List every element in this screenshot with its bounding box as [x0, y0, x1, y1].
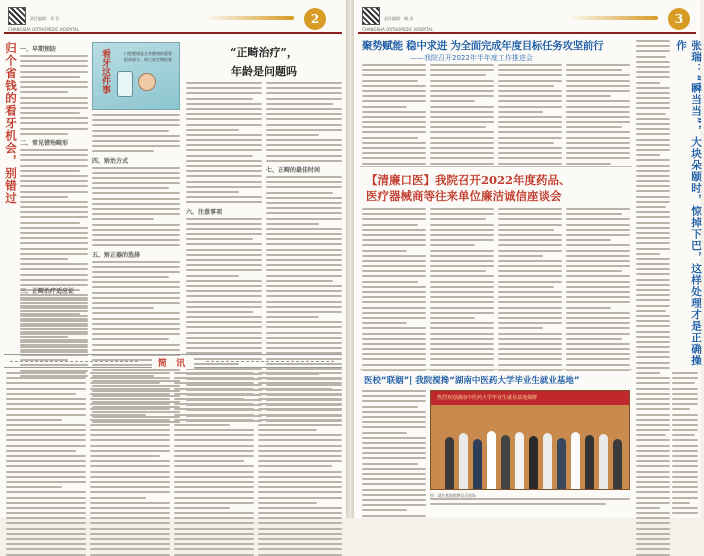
right-editor: 责任编辑：谢 涛: [384, 16, 414, 21]
left-page: [0, 0, 347, 518]
article2-col3: [498, 208, 562, 366]
poster-bottle-illustration: [117, 71, 133, 97]
left-editor: 责任编辑：刘 芳: [30, 16, 60, 21]
right-header: [358, 4, 696, 34]
headline-integrity-line2: 医疗器械商等往来单位廉洁诚信座谈会: [366, 189, 562, 203]
article1-col1: [362, 64, 426, 162]
person-figure: [445, 437, 454, 489]
main-article-title: [186, 44, 342, 79]
title-line-1: “正畸治疗”，: [230, 46, 298, 59]
photo-banner-text: 热烈欢迎湖南中医药大学毕业生就业基地揭牌: [437, 395, 538, 401]
brief-col1: [6, 372, 86, 512]
photo-banner: [431, 391, 629, 405]
left-col1b-text: [20, 284, 88, 350]
left-col4-text: [266, 82, 342, 350]
poster-person-illustration: [138, 73, 156, 91]
person-figure: [487, 431, 496, 489]
poster-caption: 口腔健康是全身健康的重要组成部分，请大家定期检查: [124, 51, 172, 62]
qr-code-icon: [8, 7, 26, 25]
person-figure: [543, 433, 552, 489]
right-side-col-b: [672, 372, 698, 514]
header-swoosh: [568, 16, 658, 20]
subhead: 七、正畸的最佳时间: [266, 167, 321, 174]
article2-col2: [430, 208, 494, 366]
headline-integrity-line1: 【清廉口医】我院召开2022年度药品、: [366, 173, 571, 187]
poster-title: 看牙这件事: [100, 49, 110, 94]
person-figure: [473, 439, 482, 489]
subhead: 五、矫正器的选择: [92, 251, 141, 259]
left-col1-text: [20, 42, 88, 282]
page-number-3: 3: [668, 8, 690, 30]
brief-col2: [90, 372, 170, 512]
divider: [360, 166, 632, 167]
dental-poster-image: [92, 42, 180, 110]
subhead: 四、矫治方式: [92, 157, 129, 165]
right-masthead-en: CHANGSHA ORTHOPEDIC HOSPITAL: [362, 27, 434, 32]
person-figure: [459, 433, 468, 489]
article2-col4: [566, 208, 630, 366]
photo-caption: 图：就业基地揭牌仪式现场: [430, 493, 476, 498]
brief-flank-right: [206, 361, 336, 362]
page-number-2: 2: [304, 8, 326, 30]
qr-code-icon: [362, 7, 380, 25]
person-figure: [571, 432, 580, 489]
subhead: 六、注意事项: [186, 208, 223, 216]
article3-col1: [362, 390, 426, 514]
brief-col4: [258, 372, 342, 512]
person-figure: [501, 435, 510, 489]
right-page: [353, 0, 700, 518]
article1-col2: [430, 64, 494, 162]
brief-col3: [174, 372, 254, 512]
ceremony-photo: [430, 390, 630, 490]
news-brief-bar: [4, 354, 342, 368]
right-vertical-headline: 张瑞：“瞬当当”，大块朵颐时，惊掉下巴，这样处理才是正确操作: [675, 40, 702, 367]
left-header: [4, 4, 342, 34]
title-line-2: 年龄是问题吗: [231, 65, 297, 78]
left-masthead-en: CHANGSHA ORTHOPEDIC HOSPITAL: [8, 27, 80, 32]
person-figure: [515, 432, 524, 489]
header-swoosh: [204, 16, 294, 20]
right-side-col: [636, 40, 670, 514]
subhead: 二、常见错殆畸形: [20, 140, 69, 147]
headline-school-partnership: 医校“联姻”| 我院搅搀“湖南中医药大学毕业生就业基地”: [364, 376, 580, 386]
left-col2-text: [92, 114, 180, 350]
photo-caption-text: [430, 493, 630, 513]
person-figure: [529, 436, 538, 489]
person-figure: [599, 434, 608, 489]
person-figure: [613, 439, 622, 489]
person-figure: [585, 435, 594, 489]
article1-col3: [498, 64, 562, 162]
brief-flank-left: [10, 361, 140, 362]
subhead: 一、早期预防: [20, 46, 57, 53]
subhead: 三、正畸治疗适应证: [20, 288, 75, 295]
article1-col4: [566, 64, 630, 162]
news-brief-label: 简 讯: [152, 356, 194, 369]
headline-work-meeting: 聚势赋能 稳中求进 为全面完成年度目标任务攻坚前行: [362, 40, 604, 52]
left-vertical-headline: 归个省钱的看牙机会，别错过: [4, 42, 18, 205]
left-col3-text: [186, 82, 262, 350]
article2-col1: [362, 208, 426, 366]
person-figure: [557, 438, 566, 489]
divider: [360, 369, 632, 370]
subhead-work-meeting: ——我院召开2022年半年度工作推进会: [410, 54, 533, 62]
